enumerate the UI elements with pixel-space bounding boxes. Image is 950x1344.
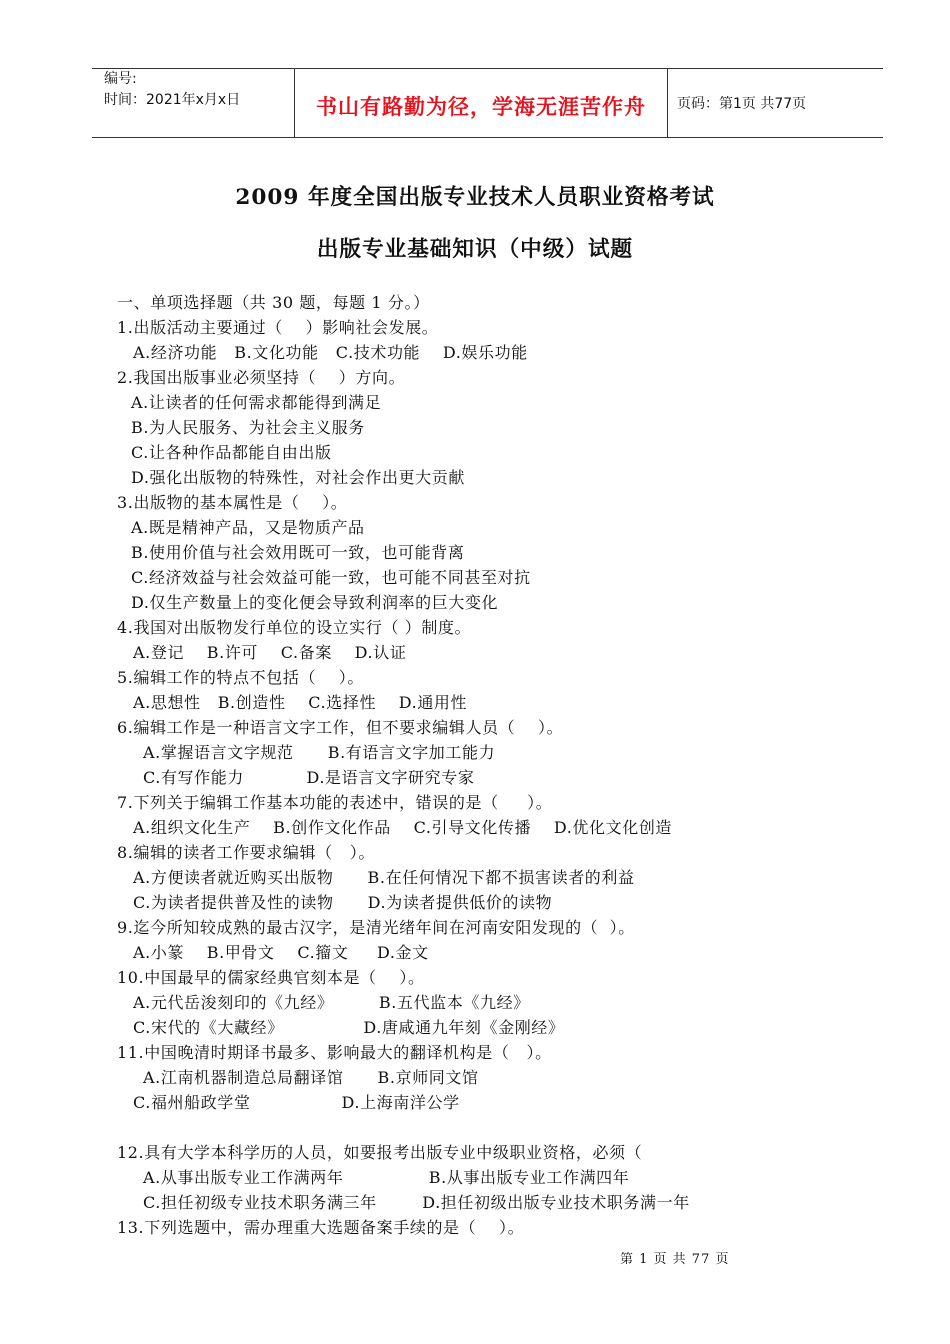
section-heading: 一、单项选择题（共 30 题，每题 1 分。） — [117, 293, 430, 312]
exam-title: 2009 年度全国出版专业技术人员职业资格考试 — [235, 185, 715, 210]
question-10-options-ab: A.元代岳浚刻印的《九经》 B.五代监本《九经》 — [133, 993, 530, 1012]
question-2: 2.我国出版事业必须坚持（ ）方向。 — [117, 368, 406, 387]
motto-text: 书山有路勤为径，学海无涯苦作舟 — [316, 95, 646, 119]
number-label: 编号: — [104, 71, 137, 87]
question-9: 9.迄今所知较成熟的最古汉字，是清光绪年间在河南安阳发现的（ ）。 — [117, 918, 635, 937]
question-7-options: A.组织文化生产 B.创作文化作品 C.引导文化传播 D.优化文化创造 — [133, 818, 673, 837]
question-5: 5.编辑工作的特点不包括（ ）。 — [117, 668, 365, 687]
question-11-options-ab: A.江南机器制造总局翻译馆 B.京师同文馆 — [143, 1068, 479, 1087]
question-5-options: A.思想性 B.创造性 C.选择性 D.通用性 — [133, 693, 468, 712]
header-table — [92, 68, 883, 138]
question-6-options-cd: C.有写作能力 D.是语言文字研究专家 — [143, 768, 475, 787]
question-3-option-c: C.经济效益与社会效益可能一致，也可能不同甚至对抗 — [131, 568, 531, 587]
question-12-options-ab: A.从事出版专业工作满两年 B.从事出版专业工作满四年 — [143, 1168, 630, 1187]
question-4: 4.我国对出版物发行单位的设立实行（ ）制度。 — [117, 618, 472, 637]
question-2-option-c: C.让各种作品都能自由出版 — [131, 443, 332, 462]
header-page-cell — [667, 69, 883, 137]
question-4-options: A.登记 B.许可 C.备案 D.认证 — [133, 643, 407, 662]
question-2-option-d: D.强化出版物的特殊性，对社会作出更大贡献 — [131, 468, 465, 487]
question-2-option-a: A.让读者的任何需求都能得到满足 — [131, 393, 382, 412]
question-6: 6.编辑工作是一种语言文字工作，但不要求编辑人员（ ）。 — [117, 718, 564, 737]
question-3-option-b: B.使用价值与社会效用既可一致，也可能背离 — [131, 543, 465, 562]
time-label: 时间：2021年x月x日 — [104, 92, 241, 108]
header-motto-cell — [294, 69, 668, 137]
page-footer: 第 1 页 共 77 页 — [620, 1252, 730, 1267]
question-8: 8.编辑的读者工作要求编辑（ ）。 — [117, 843, 375, 862]
page-info: 页码：第1页 共77页 — [677, 96, 807, 112]
question-7: 7.下列关于编辑工作基本功能的表述中，错误的是（ ）。 — [117, 793, 553, 812]
question-11: 11.中国晚清时期译书最多、影响最大的翻译机构是（ ）。 — [117, 1043, 552, 1062]
question-12-options-cd: C.担任初级专业技术职务满三年 D.担任初级出版专业技术职务满一年 — [143, 1193, 690, 1212]
question-10-options-cd: C.宋代的《大藏经》 D.唐咸通九年刻《金刚经》 — [133, 1018, 565, 1037]
question-8-options-cd: C.为读者提供普及性的读物 D.为读者提供低价的读物 — [133, 893, 553, 912]
question-9-options: A.小篆 B.甲骨文 C.籀文 D.金文 — [133, 943, 429, 962]
question-10: 10.中国最早的儒家经典官刻本是（ ）。 — [117, 968, 425, 987]
question-8-options-ab: A.方便读者就近购买出版物 B.在任何情况下都不损害读者的利益 — [133, 868, 635, 887]
question-3-option-d: D.仅生产数量上的变化便会导致利润率的巨大变化 — [131, 593, 499, 612]
question-6-options-ab: A.掌握语言文字规范 B.有语言文字加工能力 — [143, 743, 496, 762]
question-12: 12.具有大学本科学历的人员，如要报考出版专业中级职业资格，必须（ — [117, 1143, 643, 1162]
question-1: 1.出版活动主要通过（ ）影响社会发展。 — [117, 318, 439, 337]
exam-subtitle: 出版专业基础知识（中级）试题 — [316, 237, 634, 262]
question-1-options: A.经济功能 B.文化功能 C.技术功能 D.娱乐功能 — [133, 343, 528, 362]
question-11-options-cd: C.福州船政学堂 D.上海南洋公学 — [133, 1093, 460, 1112]
question-3: 3.出版物的基本属性是（ ）。 — [117, 493, 348, 512]
question-2-option-b: B.为人民服务、为社会主义服务 — [131, 418, 365, 437]
question-3-option-a: A.既是精神产品，又是物质产品 — [131, 518, 365, 537]
header-meta-cell — [92, 69, 294, 137]
question-13: 13.下列选题中，需办理重大选题备案手续的是（ ）。 — [117, 1218, 525, 1237]
